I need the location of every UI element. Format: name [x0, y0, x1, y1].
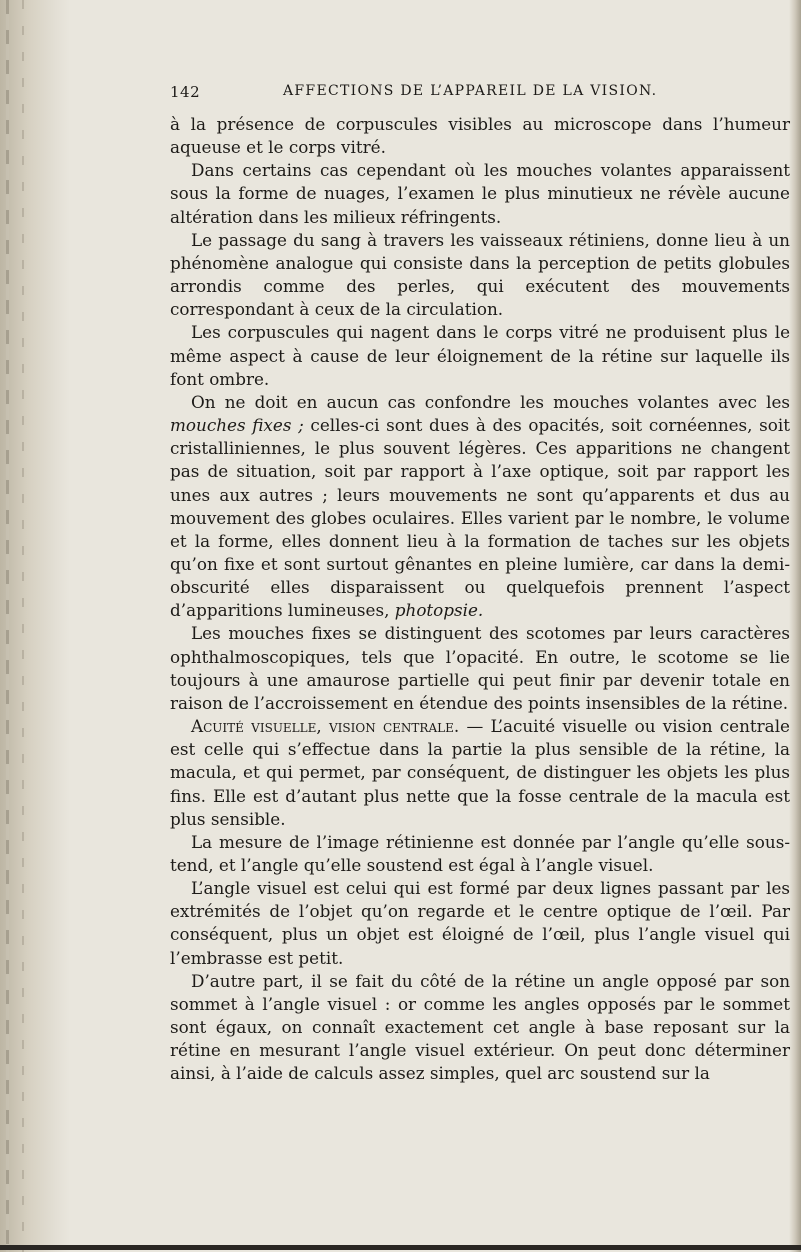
paragraph-text: On ne doit en aucun cas confondre les mouches volantes avec les	[191, 391, 790, 412]
italic-term: mouches fixes ;	[170, 415, 304, 436]
body-text	[170, 113, 790, 1086]
italic-term: photopsie.	[394, 600, 484, 621]
section-heading: Acuité visuelle, vision centrale.	[191, 716, 460, 737]
running-title: AFFECTIONS DE L’APPAREIL DE LA VISION.	[283, 83, 658, 99]
paragraph	[170, 715, 790, 831]
running-header	[170, 83, 790, 105]
paragraph: D’autre part, il se fait du côté de la rétine un angle opposé par son sommet à l’angle visuel : or comme les angles opposés par le sommet sont égaux, on connaît exactement cet angle à base reposant sur la rétine en mesurant l’angle visuel extérieur. On peut donc déterminer ainsi, à l’aide de calculs assez simples, quel arc soustend sur la	[170, 970, 790, 1084]
book-page	[170, 83, 790, 1086]
paragraph-text: celles-ci sont dues à des opacités, soit cornéennes, soit cristalliniennes, le plus souvent légères. Ces apparitions ne changent pas de situation, soit par rapport à l’axe optique, soit par rapport les unes aux autres ; leurs mouvements ne sont qu’apparents et dus au mouvement des globes oculaires. Elles varient par le nombre, le volume et la forme, elles donnent lieu à la formation de taches sur les objets qu’on fixe et sont surtout gênantes en pleine lumière, car dans la demi-obscurité elles disparaissent ou quelquefois prennent l’aspect d’apparitions lumineuses,	[170, 415, 790, 621]
paragraph: Les corpuscules qui nagent dans le corps vitré ne produisent plus le même aspect à cause de leur éloignement de la rétine sur laquelle ils font ombre.	[170, 322, 790, 389]
paragraph: Le passage du sang à travers les vaisseaux rétiniens, donne lieu à un phénomène analogue qui consiste dans la perception de petits globules arrondis comme des perles, qui exécutent des mouvements correspondant à ceux de la circulation.	[170, 229, 790, 320]
paragraph: L’angle visuel est celui qui est formé par deux lignes passant par les extrémités de l’objet qu’on regarde et le centre optique de l’œil. Par conséquent, plus un objet est éloigné de l’œil, plus l’angle visuel qui l’embrasse est petit.	[170, 878, 790, 968]
paragraph: Dans certains cas cependant où les mouches volantes apparaissent sous la forme de nuages, l’examen le plus minutieux ne révèle aucune altération dans les milieux réfringents.	[170, 160, 790, 227]
paragraph: Les mouches fixes se distinguent des scotomes par leurs caractères ophthalmoscopiques, tels que l’opacité. En outre, le scotome se lie toujours à une amaurose partielle qui peut finir par devenir totale en raison de l’accroissement en étendue des points insensibles de la rétine.	[170, 623, 790, 713]
paragraph-text: — L’acuité visuelle ou vision centrale est celle qui s’effectue dans la partie la plus sensible de la rétine, la macula, et qui permet, par conséquent, de distinguer les objets les plus fins. Elle est d’autant plus nette que la fosse centrale de la macula est plus sensible.	[170, 716, 790, 829]
paragraph: à la présence de corpuscules visibles au microscope dans l’humeur aqueuse et le corps vitré.	[170, 114, 790, 158]
paragraph	[170, 391, 790, 623]
paragraph: La mesure de l’image rétinienne est donnée par l’angle qu’elle sous-tend, et l’angle qu’elle soustend est égal à l’angle visuel.	[170, 831, 790, 875]
scan-border	[0, 1245, 801, 1250]
page-number: 142	[170, 83, 201, 101]
book-gutter	[0, 0, 70, 1252]
page-edge	[789, 0, 801, 1252]
